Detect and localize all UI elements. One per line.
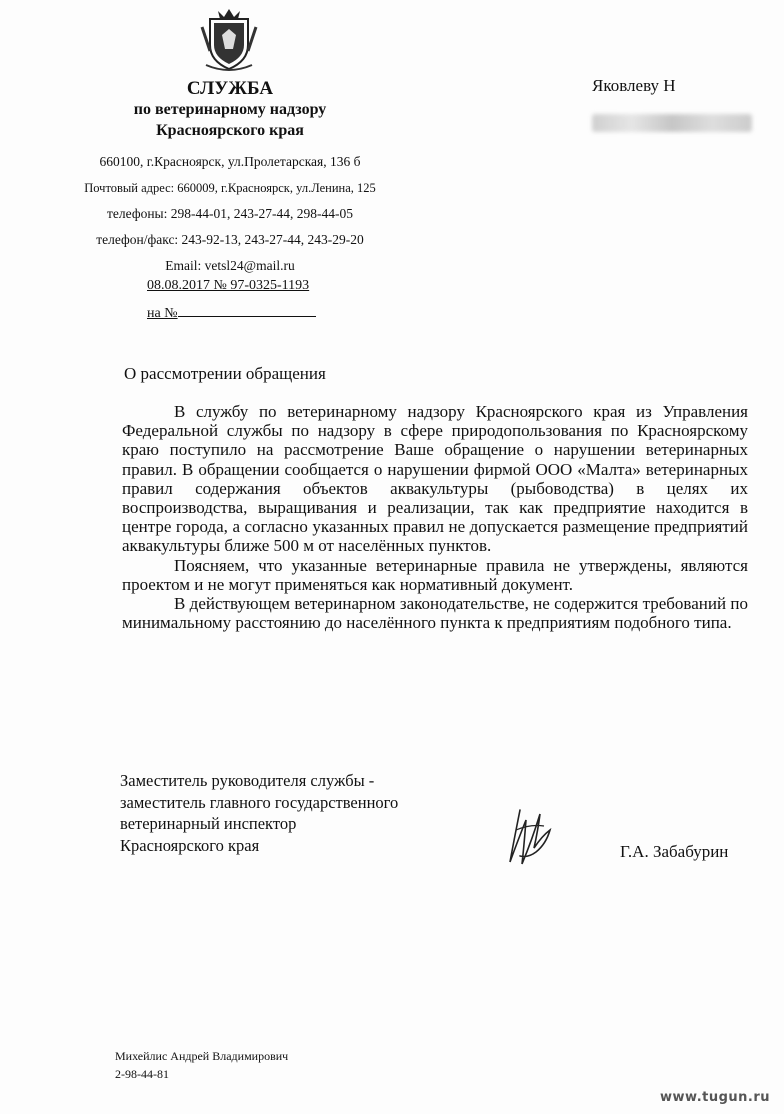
organization-region: Красноярского края <box>156 122 304 139</box>
executor-block <box>115 1047 288 1083</box>
signer-position <box>120 770 398 856</box>
executor-name: Михейлис Андрей Владимирович <box>115 1049 289 1063</box>
organization-title-block <box>100 78 360 141</box>
email: Email: vetsl24@mail.ru <box>165 258 295 273</box>
redacted-address <box>592 114 752 132</box>
coat-of-arms-emblem <box>200 5 258 73</box>
incoming-reference <box>147 302 316 328</box>
position-line: Красноярского края <box>120 835 260 855</box>
position-line: ветеринарный инспектор <box>120 814 297 833</box>
body-paragraph: В службу по ветеринарному надзору Красноярского края из Управления Федеральной службы по надзору в сфере природопользования по Красноярскому краю поступило на рассмотрение Ваше обращение о нарушении ветеринарных правил. В обращении сообщается о нарушении фирмой ООО «Малта» ветеринарных правил содержания объектов аквакультуры (рыбоводства) в целях их воспроизводства, выращивания и реализации, так как предприятие находится в центре города, а согласно указанных правил не допускается размещение предприятий аквакультуры ближе 500 м от населённых пунктов. <box>122 402 748 556</box>
letter-subject: О рассмотрении обращения <box>124 364 326 383</box>
site-watermark: www.tugun.ru <box>660 1090 771 1105</box>
incoming-reference-label: на № <box>147 306 178 321</box>
letter-body <box>122 402 748 632</box>
postal-address: Почтовый адрес: 660009, г.Красноярск, ул.Ленина, 125 <box>84 181 376 195</box>
signer-name: Г.А. Забабурин <box>620 842 729 861</box>
address: 660100, г.Красноярск, ул.Пролетарская, 136 б <box>99 154 361 169</box>
addressee-name: Яковлеву Н <box>592 76 676 95</box>
contact-details <box>60 152 400 282</box>
phones: телефоны: 298-44-01, 243-27-44, 298-44-05 <box>107 206 353 221</box>
phone-fax: телефон/факс: 243-92-13, 243-27-44, 243-29-20 <box>96 232 364 247</box>
position-line: Заместитель руководителя службы - <box>120 771 375 790</box>
handwritten-signature <box>500 800 560 870</box>
reference-block <box>147 276 316 328</box>
incoming-reference-blank <box>178 302 316 317</box>
body-paragraph: В действующем ветеринарном законодательстве, не содержится требований по минимальному расстоянию до населённого пункта к предприятиям подобного типа. <box>122 594 748 633</box>
executor-phone: 2-98-44-81 <box>115 1067 169 1081</box>
body-paragraph: Поясняем, что указанные ветеринарные правила не утверждены, являются проектом и не могут применяться как нормативный документ. <box>122 555 748 594</box>
organization-subtitle: по ветеринарному надзору <box>133 101 327 118</box>
outgoing-reference: 08.08.2017 № 97-0325-1193 <box>147 278 310 293</box>
organization-title: СЛУЖБА <box>186 78 274 99</box>
position-line: заместитель главного государственного <box>120 792 399 812</box>
